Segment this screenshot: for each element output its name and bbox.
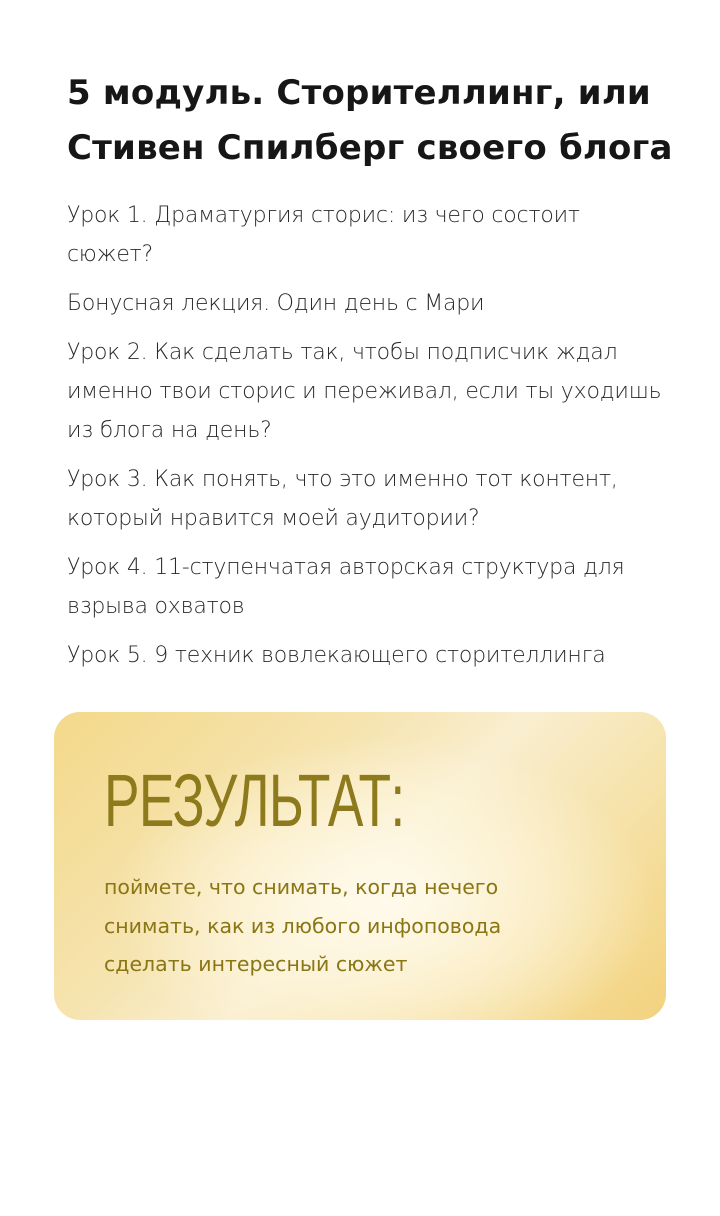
lesson-item: Урок 1. Драматургия сторис: из чего состоит сюжет? [67, 203, 580, 267]
lesson-list [67, 196, 667, 685]
result-heading: РЕЗУЛЬТАТ: [104, 759, 405, 842]
module-title: 5 модуль. Сторителлинг, или Стивен Спилберг своего блога [67, 73, 673, 168]
lesson-item: Урок 3. Как понять, что это именно тот контент, который нравится моей аудитории? [67, 467, 618, 531]
lesson-item: Бонусная лекция. Один день с Мари [67, 291, 485, 316]
result-description: поймете, что снимать, когда нечего снимать, как из любого инфоповода сделать интересный сюжет [104, 875, 502, 976]
lesson-item: Урок 5. 9 техник вовлекающего сторителлинга [67, 643, 606, 668]
lesson-item: Урок 4. 11-ступенчатая авторская структура для взрыва охватов [67, 555, 625, 619]
lesson-item: Урок 2. Как сделать так, чтобы подписчик ждал именно твои сторис и переживал, если ты уходишь из блога на день? [67, 340, 662, 443]
result-card [54, 712, 666, 1020]
